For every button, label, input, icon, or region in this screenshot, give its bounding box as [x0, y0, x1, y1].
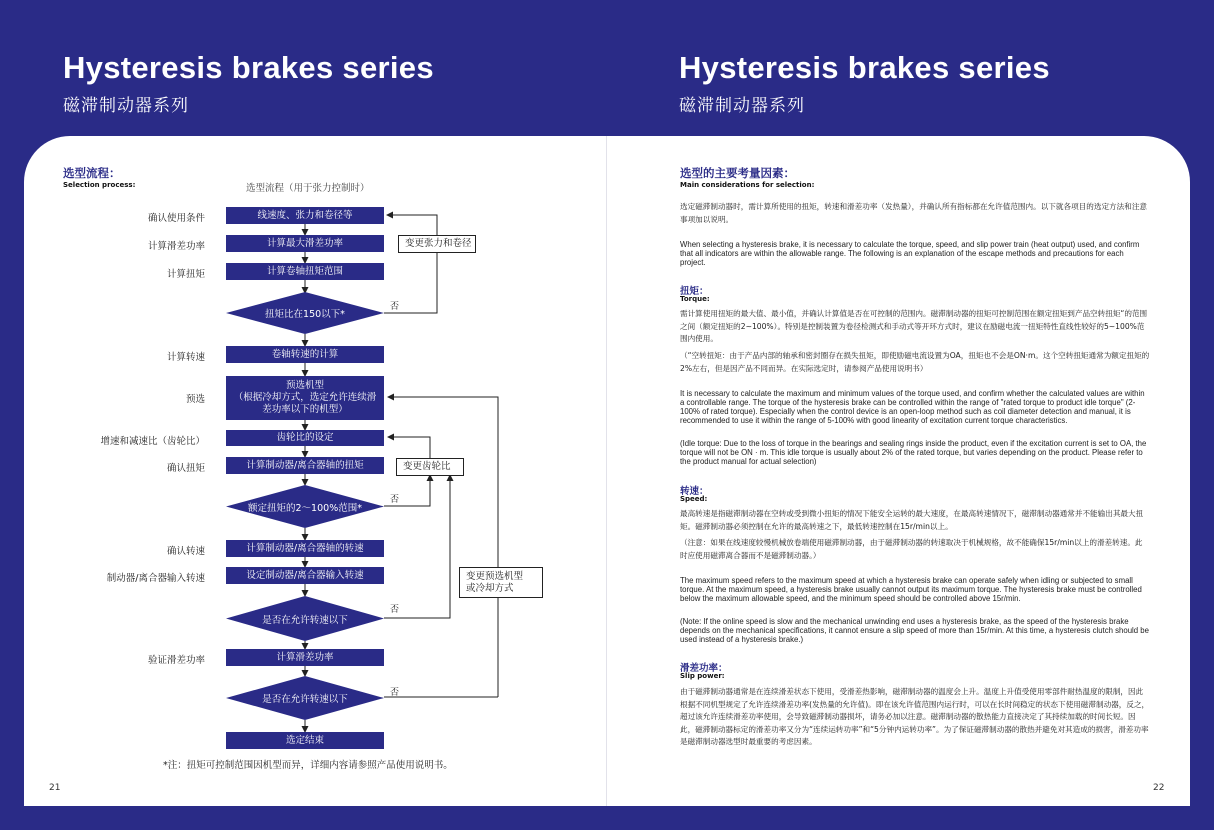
step-label-gear-ratio: 增速和减速比（齿轮比）: [100, 436, 205, 447]
flow-no-label-3: 否: [390, 605, 400, 615]
torque-text-en: It is necessary to calculate the maximum and minimum values of the torque used, and confirm whether the calculated values are within a controllable range. The torque of the hysteresis brake can be controlled within the range of "rated torque to product idle torque" (2-100% of rated torque). Especially when the control device is an open-loop method such as coil diameter detection and manual, it is recommended to use it within the range of 5-100% with good linearity of excitation current torque characteristics.: [680, 389, 1145, 425]
flow-box-preselect-model: 预选机型 （根据冷却方式，选定允许连续滑差功率以下的机型）: [226, 376, 384, 420]
slip-power-heading: 滑差功率：: [680, 663, 728, 674]
right-page-subtitle: 磁滞制动器系列: [679, 96, 805, 116]
flow-diamond-torque-ratio-text: 扭矩比在150以下*: [265, 309, 345, 320]
flow-no-label-2: 否: [390, 495, 400, 505]
step-label-input-speed: 制动器/离合器输入转速: [106, 573, 205, 584]
side-box-change-gear: 变更齿轮比: [396, 458, 464, 476]
considerations-heading-en: Main considerations for selection:: [680, 181, 815, 189]
torque-text-cn: 需计算使用扭矩的最大值、最小值，并确认计算值是否在可控制的范围内。磁滞制动器的扭矩可控制范围在额定扭矩到产品空转扭矩“的范围之间（额定扭矩的2~100%）。特别是控制装置为卷径检测式和手动式等开环方式时，建议在励磁电流一扭矩特性直线性较好的5~100%范围内使用。: [680, 309, 1148, 343]
flow-caption: 选型流程（用于张力控制时）: [246, 183, 370, 194]
page-number-right: 22: [1153, 783, 1165, 793]
considerations-heading: 选型的主要考量因素：: [680, 166, 795, 180]
flow-box-shaft-speed: 计算制动器/离合器轴的转速: [226, 540, 384, 557]
step-label-confirm-speed: 确认转速: [166, 546, 205, 557]
flow-box-max-slip-power: 计算最大滑差功率: [226, 235, 384, 252]
step-label-confirm-torque: 确认扭矩: [166, 463, 205, 474]
step-label-confirm-conditions: 确认使用条件: [147, 213, 205, 224]
step-label-slip-power: 计算滑差功率: [147, 241, 205, 252]
intro-text-cn: 选定磁滞制动器时，需计算所使用的扭矩，转速和滑差功率（发热量），并确认所有指标都在允许值范围内。以下就各项目的选定方法和注意事项加以说明。: [680, 202, 1148, 224]
speed-text-cn: 最高转速是指磁滞制动器在空转或受到微小扭矩的情况下能安全运转的最大速度，在最高转速情况下，磁滞制动器通常并不能输出其最大扭矩。磁滞制动器必须控制在允许的最高转速之下，最低转速控制在15r/min以上。: [680, 509, 1144, 531]
flow-box-reel-torque: 计算卷轴扭矩范围: [226, 263, 384, 280]
slip-power-text-cn: 由于磁滞制动器通常是在连续滑差状态下使用，受滑差热影响，磁滞制动器的温度会上升。温度上升值受使用零部件耐热温度的限制，因此根据不同机型规定了允许连续滑差功率(发热量的允许值)。即在该允许值范围内运行时，可以在长时间稳定的状态下使用磁滞制动器，反之，超过该允许连续滑差功率使用，会导致磁滞制动器损坏，请务必加以注意。磁滞制动器的散热能力直接决定了其持续加载的时间长短。因此，磁滞制动器标定的滑差功率又分为“连续运转功率”和“5分钟内运转功率”。为了保证磁滞制动器的散热并避免对其造成的损害，滑差功率是磁滞制动器选型时最重要的考虑因素。: [680, 687, 1150, 746]
torque-note-cn: （“空转扭矩：由于产品内部的轴承和密封圈存在损失扭矩，即使励磁电流设置为OA，扭矩也不会是ON·m。这个空转扭矩通常为额定扭矩的2%左右，但是因产品不同而异。在实际选定时，请参阅产品使用说明书）: [680, 351, 1150, 373]
speed-note-cn: （注意：如果在线速度较慢机械放卷端使用磁滞制动器，由于磁滞制动器的转速取决于机械规格，故不能确保15r/min以上的滑差转速。此时应使用磁滞离合器而不是磁滞制动器。）: [680, 538, 1143, 560]
speed-heading-en: Speed:: [680, 495, 708, 503]
speed-heading: 转速：: [680, 486, 709, 497]
flow-box-gear-ratio: 齿轮比的设定: [226, 430, 384, 446]
flow-diamond-allowed-speed-2-text: 是否在允许转速以下: [262, 694, 348, 705]
torque-note-en: (Idle torque: Due to the loss of torque in the bearings and sealing rings inside the product, even if the excitation current is set to OA, the torque will not be ON · m. This idle torque is usually about 2% of the rated torque, but varies depending on the product. Please refer to the product manual for actual selection): [680, 439, 1147, 466]
left-page-title: Hysteresis brakes series: [63, 50, 434, 85]
selection-process-heading: 选型流程：: [63, 166, 121, 180]
page-number-left: 21: [49, 783, 61, 793]
flow-no-label-1: 否: [390, 302, 400, 312]
speed-text-en: The maximum speed refers to the maximum speed at which a hysteresis brake can operate safely when idling or subjected to small torque. At the maximum speed, a hysteresis brake usually cannot output its maximum torque. The hysteresis brake must be controlled below the maximum allowable speed, and the minimum speed should be controlled above 15r/min.: [680, 576, 1142, 603]
selection-process-heading-en: Selection process:: [63, 181, 136, 189]
flow-diamond-rated-torque-text: 额定扭矩的2～100%范围*: [248, 503, 362, 514]
slip-power-heading-en: Slip power:: [680, 672, 725, 680]
torque-heading: 扭矩：: [680, 286, 709, 297]
side-box-change-model: 变更预选机型 或冷却方式: [459, 567, 543, 598]
step-label-speed: 计算转速: [166, 352, 205, 363]
speed-note-en: (Note: If the online speed is slow and the mechanical unwinding end uses a hysteresis brake, as the speed of the hysteresis brake depends on the mechanical specifications, it cannot ensure a slip speed of more than 15r/min. At this time, a hysteresis clutch should be used instead of a hysteresis brake.): [680, 617, 1149, 644]
step-label-torque: 计算扭矩: [166, 269, 205, 280]
left-footnote: *注：扭矩可控制范围因机型而异，详细内容请参照产品使用说明书。: [163, 760, 453, 771]
step-label-preselect: 预选: [185, 394, 205, 405]
step-label-verify-slip: 验证滑差功率: [147, 655, 205, 666]
flow-box-selection-end: 选定结束: [226, 732, 384, 749]
flow-box-slip-power: 计算滑差功率: [226, 649, 384, 666]
torque-heading-en: Torque:: [680, 295, 710, 303]
right-page-title: Hysteresis brakes series: [679, 50, 1050, 85]
side-box-change-tension: 变更张力和卷径: [398, 235, 476, 253]
flow-box-input-speed: 设定制动器/离合器输入转速: [226, 567, 384, 584]
flow-box-line-speed: 线速度、张力和卷径等: [226, 207, 384, 224]
flow-diamond-allowed-speed-1-text: 是否在允许转速以下: [262, 615, 348, 626]
intro-text-en: When selecting a hysteresis brake, it is necessary to calculate the torque, speed, and slip power train (heat output) used, and confirm that all indicators are within the allowable range. The following is an explanation of the escape methods and precautions for each project.: [680, 240, 1140, 267]
left-page-subtitle: 磁滞制动器系列: [63, 96, 189, 116]
flow-no-label-4: 否: [390, 688, 400, 698]
flow-box-shaft-torque: 计算制动器/离合器轴的扭矩: [226, 457, 384, 474]
flow-box-reel-speed: 卷轴转速的计算: [226, 346, 384, 363]
